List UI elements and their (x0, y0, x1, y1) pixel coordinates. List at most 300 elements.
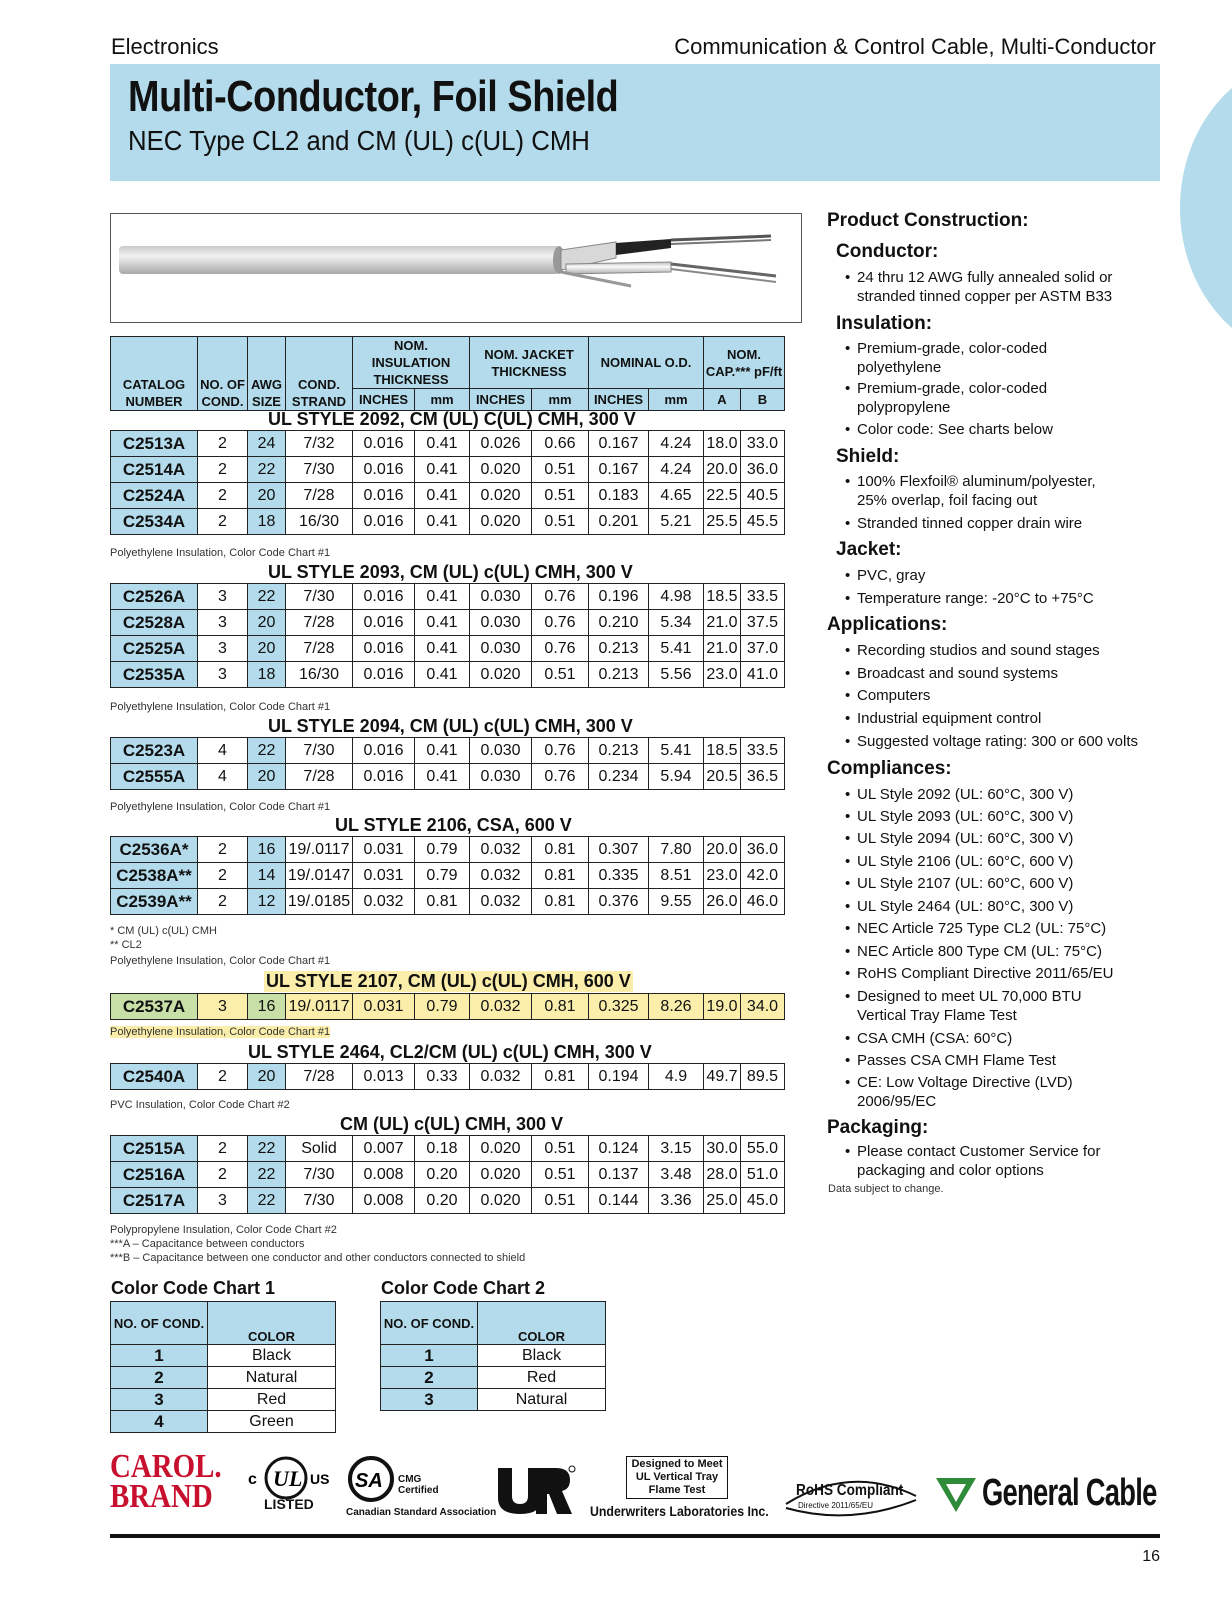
cc2-color: Black (478, 1345, 606, 1367)
section-title: CM (UL) c(UL) CMH, 300 V (340, 1114, 564, 1134)
table-row (111, 483, 785, 509)
catalog-number: C2538A** (111, 863, 198, 889)
bullet-icon: • (845, 988, 851, 1005)
ul-vt-line2: UL Vertical Tray (635, 1471, 719, 1483)
cc1-color: Green (208, 1411, 336, 1433)
cc1-header-color: COLOR (208, 1302, 336, 1345)
od-mm: 3.48 (649, 1162, 704, 1188)
ins-mm: 0.41 (415, 483, 470, 509)
ins-mm: 0.79 (415, 994, 470, 1020)
table-row (381, 1345, 606, 1367)
bullet-icon: • (845, 380, 851, 397)
cap-a: 25.0 (704, 1188, 741, 1214)
jacket-item (845, 589, 1157, 608)
jacket-inches: 0.020 (470, 457, 532, 483)
jacket-item-text: PVC, gray (857, 567, 926, 584)
od-inches: 0.234 (589, 764, 649, 790)
compliance-item (845, 919, 1127, 938)
application-item (845, 709, 1177, 728)
bullet-icon: • (845, 853, 851, 870)
header-strand: COND. STRAND (286, 337, 353, 411)
bullet-icon: • (845, 269, 851, 286)
od-mm: 9.55 (649, 889, 704, 915)
header-ins-mm: mm (415, 389, 470, 411)
cap-b: 33.5 (741, 738, 785, 764)
section-title: UL STYLE 2092, CM (UL) C(UL) CMH, 300 V (268, 409, 636, 429)
color-chart-1-title: Color Code Chart 1 (111, 1278, 276, 1298)
header-ins-inches: INCHES (353, 389, 415, 411)
od-inches: 0.210 (589, 610, 649, 636)
cap-a: 26.0 (704, 889, 741, 915)
no-of-cond: 3 (198, 994, 248, 1020)
application-item-text: Broadcast and sound systems (857, 665, 1058, 682)
od-inches: 0.124 (589, 1136, 649, 1162)
table-row (111, 863, 785, 889)
ins-mm: 0.20 (415, 1188, 470, 1214)
od-mm: 4.9 (649, 1064, 704, 1090)
cap-a: 18.5 (704, 738, 741, 764)
no-of-cond: 4 (198, 764, 248, 790)
ins-mm: 0.41 (415, 584, 470, 610)
bullet-icon: • (845, 733, 851, 750)
jacket-inches: 0.032 (470, 1064, 532, 1090)
ins-inches: 0.016 (353, 483, 415, 509)
cap-b: 33.0 (741, 431, 785, 457)
bullet-icon: • (845, 830, 851, 847)
cc1-color: Natural (208, 1367, 336, 1389)
cc1-color: Red (208, 1389, 336, 1411)
catalog-number: C2525A (111, 636, 198, 662)
jacket-mm: 0.81 (532, 994, 589, 1020)
table-row (111, 509, 785, 535)
catalog-number: C2528A (111, 610, 198, 636)
packaging-heading: Packaging: (827, 1117, 929, 1138)
rohs-text: RoHS Compliant (796, 1482, 904, 1499)
page-subtitle: NEC Type CL2 and CM (UL) c(UL) CMH (128, 125, 590, 156)
cc2-cond: 3 (381, 1389, 478, 1411)
cc2-header-cond: NO. OF COND. (381, 1302, 478, 1345)
table-row (111, 994, 785, 1020)
header-catalog: CATALOG NUMBER (111, 337, 198, 411)
footer-rule (110, 1534, 1160, 1538)
catalog-number: C2517A (111, 1188, 198, 1214)
cap-b: 51.0 (741, 1162, 785, 1188)
header-jk-inches: INCHES (470, 389, 532, 411)
bullet-icon: • (845, 965, 851, 982)
header-od-inches: INCHES (589, 389, 649, 411)
cap-a: 23.0 (704, 662, 741, 688)
data-note: Data subject to change. (828, 1183, 944, 1195)
bullet-icon: • (845, 1143, 851, 1160)
od-mm: 5.41 (649, 636, 704, 662)
ins-inches: 0.013 (353, 1064, 415, 1090)
jacket-inches: 0.020 (470, 483, 532, 509)
bullet-icon: • (845, 710, 851, 727)
cond-strand: Solid (286, 1136, 353, 1162)
cond-strand: 19/.0117 (286, 994, 353, 1020)
cap-a: 21.0 (704, 636, 741, 662)
spec-table (110, 1063, 785, 1090)
compliance-item (845, 1051, 1127, 1070)
table-row (111, 1367, 336, 1389)
compliance-item-text: NEC Article 800 Type CM (UL: 75°C) (857, 943, 1102, 960)
od-inches: 0.325 (589, 994, 649, 1020)
jacket-mm: 0.81 (532, 889, 589, 915)
cap-a: 20.5 (704, 764, 741, 790)
od-mm: 5.56 (649, 662, 704, 688)
application-item (845, 664, 1177, 683)
compliances-heading: Compliances: (827, 758, 952, 779)
od-inches: 0.167 (589, 457, 649, 483)
jacket-inches: 0.020 (470, 662, 532, 688)
bullet-icon: • (845, 590, 851, 607)
section-title: UL STYLE 2093, CM (UL) c(UL) CMH, 300 V (268, 562, 633, 582)
table-row (111, 1345, 336, 1367)
catalog-number: C2555A (111, 764, 198, 790)
insulation-item-text: Color code: See charts below (857, 421, 1053, 438)
section-note: Polyethylene Insulation, Color Code Chart #1 (110, 547, 331, 559)
cap-a: 18.5 (704, 584, 741, 610)
compliance-item-text: RoHS Compliant Directive 2011/65/EU (857, 965, 1114, 982)
table-row (111, 889, 785, 915)
ins-inches: 0.016 (353, 584, 415, 610)
cap-b: 55.0 (741, 1136, 785, 1162)
jacket-mm: 0.51 (532, 1188, 589, 1214)
no-of-cond: 3 (198, 584, 248, 610)
spec-table (110, 737, 785, 790)
applications-heading: Applications: (827, 614, 948, 635)
awg-size: 22 (248, 1162, 286, 1188)
cap-a: 20.0 (704, 837, 741, 863)
ins-mm: 0.18 (415, 1136, 470, 1162)
bullet-icon: • (845, 473, 851, 490)
header-insulation: NOM. INSULATION THICKNESS (353, 337, 470, 389)
table-row (111, 431, 785, 457)
awg-size: 22 (248, 738, 286, 764)
ins-inches: 0.031 (353, 863, 415, 889)
od-inches: 0.183 (589, 483, 649, 509)
table-row (111, 457, 785, 483)
od-mm: 8.26 (649, 994, 704, 1020)
compliance-item-text: UL Style 2093 (UL: 60°C, 300 V) (857, 808, 1074, 825)
jacket-mm: 0.51 (532, 662, 589, 688)
od-mm: 7.80 (649, 837, 704, 863)
ins-inches: 0.016 (353, 662, 415, 688)
ul-vertical-tray-badge (626, 1456, 728, 1499)
table-row (111, 610, 785, 636)
table-row (111, 764, 785, 790)
cap-b: 45.0 (741, 1188, 785, 1214)
od-inches: 0.213 (589, 636, 649, 662)
bullet-icon: • (845, 875, 851, 892)
catalog-number: C2537A (111, 994, 198, 1020)
awg-size: 14 (248, 863, 286, 889)
awg-size: 22 (248, 1188, 286, 1214)
awg-size: 18 (248, 662, 286, 688)
od-mm: 3.15 (649, 1136, 704, 1162)
table-row (111, 662, 785, 688)
jacket-mm: 0.51 (532, 1136, 589, 1162)
shield-heading: Shield: (836, 446, 900, 467)
cap-b: 33.5 (741, 584, 785, 610)
application-item (845, 686, 1177, 705)
jacket-mm: 0.76 (532, 764, 589, 790)
application-item-text: Recording studios and sound stages (857, 642, 1100, 659)
cond-strand: 19/.0117 (286, 837, 353, 863)
section-note: Polypropylene Insulation, Color Code Chart #2 (110, 1224, 337, 1236)
csa-logo (346, 1454, 497, 1518)
svg-text:US: US (310, 1471, 330, 1487)
application-item (845, 641, 1177, 660)
compliance-item-text: NEC Article 725 Type CL2 (UL: 75°C) (857, 920, 1107, 937)
jacket-item (845, 566, 1157, 585)
catalog-number: C2536A* (111, 837, 198, 863)
decorative-circle (1180, 58, 1232, 358)
cc2-color: Natural (478, 1389, 606, 1411)
section-title: UL STYLE 2464, CL2/CM (UL) c(UL) CMH, 300 V (248, 1042, 652, 1062)
catalog-number: C2516A (111, 1162, 198, 1188)
section-note: PVC Insulation, Color Code Chart #2 (110, 1099, 290, 1111)
ins-inches: 0.016 (353, 610, 415, 636)
jacket-inches: 0.020 (470, 509, 532, 535)
no-of-cond: 2 (198, 483, 248, 509)
od-mm: 4.98 (649, 584, 704, 610)
spec-table (110, 583, 785, 688)
section-note: Polyethylene Insulation, Color Code Chart #1 (110, 701, 331, 713)
bullet-icon: • (845, 340, 851, 357)
catalog-number: C2539A** (111, 889, 198, 915)
compliance-item-text: UL Style 2107 (UL: 60°C, 600 V) (857, 875, 1074, 892)
cond-strand: 7/28 (286, 764, 353, 790)
cap-a: 49.7 (704, 1064, 741, 1090)
jacket-mm: 0.51 (532, 457, 589, 483)
od-mm: 8.51 (649, 863, 704, 889)
od-mm: 5.94 (649, 764, 704, 790)
compliance-item (845, 897, 1127, 916)
cc2-color: Red (478, 1367, 606, 1389)
awg-size: 22 (248, 584, 286, 610)
bullet-icon: • (845, 642, 851, 659)
general-cable-text: General Cable (982, 1472, 1157, 1514)
table-row (111, 1064, 785, 1090)
catalog-number: C2513A (111, 431, 198, 457)
od-inches: 0.196 (589, 584, 649, 610)
no-of-cond: 3 (198, 662, 248, 688)
footnote-cap-a: ***A – Capacitance between conductors (110, 1238, 305, 1250)
shield-item (845, 472, 1127, 510)
cond-strand: 7/28 (286, 1064, 353, 1090)
jacket-mm: 0.51 (532, 509, 589, 535)
bullet-icon: • (845, 515, 851, 532)
header-jacket: NOM. JACKET THICKNESS (470, 337, 589, 389)
cap-a: 30.0 (704, 1136, 741, 1162)
spec-table (110, 993, 785, 1020)
cap-b: 36.0 (741, 457, 785, 483)
table-row (111, 1411, 336, 1433)
cap-b: 89.5 (741, 1064, 785, 1090)
ins-mm: 0.41 (415, 610, 470, 636)
ins-inches: 0.032 (353, 889, 415, 915)
awg-size: 20 (248, 610, 286, 636)
cap-b: 37.5 (741, 610, 785, 636)
svg-text:UL: UL (273, 1466, 303, 1491)
jacket-mm: 0.76 (532, 610, 589, 636)
header-jk-mm: mm (532, 389, 589, 411)
cond-strand: 7/28 (286, 483, 353, 509)
color-chart-1 (110, 1301, 336, 1433)
compliance-item (845, 1029, 1127, 1048)
cond-strand: 16/30 (286, 662, 353, 688)
bullet-icon: • (845, 1030, 851, 1047)
no-of-cond: 2 (198, 1064, 248, 1090)
ins-inches: 0.031 (353, 837, 415, 863)
application-item (845, 732, 1177, 751)
od-mm: 4.24 (649, 457, 704, 483)
cap-b: 41.0 (741, 662, 785, 688)
jacket-inches: 0.030 (470, 584, 532, 610)
spec-table (110, 1135, 785, 1214)
ul-listed-logo (248, 1452, 338, 1523)
catalog-number: C2514A (111, 457, 198, 483)
ins-inches: 0.016 (353, 509, 415, 535)
jacket-mm: 0.81 (532, 1064, 589, 1090)
cond-strand: 7/28 (286, 636, 353, 662)
bullet-icon: • (845, 898, 851, 915)
compliance-item (845, 987, 1127, 1025)
ins-mm: 0.41 (415, 636, 470, 662)
bullet-icon: • (845, 808, 851, 825)
bullet-icon: • (845, 567, 851, 584)
svg-text:c: c (248, 1471, 257, 1488)
shield-item-text: 100% Flexfoil® aluminum/polyester, 25% overlap, foil facing out (857, 473, 1096, 509)
conductor-item (845, 268, 1147, 306)
od-mm: 5.34 (649, 610, 704, 636)
od-inches: 0.307 (589, 837, 649, 863)
awg-size: 20 (248, 1064, 286, 1090)
conductor-heading: Conductor: (836, 241, 939, 262)
compliance-item (845, 942, 1127, 961)
ins-mm: 0.41 (415, 662, 470, 688)
cap-b: 42.0 (741, 863, 785, 889)
cond-strand: 7/30 (286, 738, 353, 764)
awg-size: 20 (248, 483, 286, 509)
color-chart-2-title: Color Code Chart 2 (381, 1278, 546, 1298)
compliance-item (845, 874, 1127, 893)
jacket-inches: 0.030 (470, 738, 532, 764)
cc1-header-cond: NO. OF COND. (111, 1302, 208, 1345)
table-row (111, 1162, 785, 1188)
jacket-heading: Jacket: (836, 539, 902, 560)
catalog-number: C2524A (111, 483, 198, 509)
ins-inches: 0.031 (353, 994, 415, 1020)
compliance-item-text: CSA CMH (CSA: 60°C) (857, 1030, 1013, 1047)
section-note: Polyethylene Insulation, Color Code Chart #1 (110, 955, 331, 967)
general-cable-logo (934, 1472, 1157, 1521)
compliance-item (845, 1073, 1127, 1111)
jacket-inches: 0.032 (470, 994, 532, 1020)
jacket-mm: 0.51 (532, 483, 589, 509)
ins-mm: 0.41 (415, 457, 470, 483)
jacket-inches: 0.020 (470, 1136, 532, 1162)
cond-strand: 19/.0147 (286, 863, 353, 889)
ins-inches: 0.016 (353, 738, 415, 764)
awg-size: 22 (248, 1136, 286, 1162)
header-awg: AWG SIZE (248, 337, 286, 411)
cc1-cond: 3 (111, 1389, 208, 1411)
awg-size: 16 (248, 837, 286, 863)
cond-strand: 7/30 (286, 1188, 353, 1214)
header-section: Communication & Control Cable, Multi-Conductor (674, 34, 1156, 59)
table-row (111, 837, 785, 863)
catalog-number: C2526A (111, 584, 198, 610)
table-row (381, 1367, 606, 1389)
cap-b: 46.0 (741, 889, 785, 915)
ins-mm: 0.20 (415, 1162, 470, 1188)
jacket-inches: 0.032 (470, 837, 532, 863)
bullet-icon: • (845, 1052, 851, 1069)
application-item-text: Computers (857, 687, 931, 704)
od-inches: 0.213 (589, 662, 649, 688)
header-no-cond: NO. OF COND. (198, 337, 248, 411)
no-of-cond: 2 (198, 863, 248, 889)
header-cap-b: B (741, 389, 785, 411)
insulation-item (845, 379, 1117, 417)
bullet-icon: • (845, 1074, 851, 1091)
cond-strand: 7/32 (286, 431, 353, 457)
cap-b: 36.5 (741, 764, 785, 790)
color-chart-2 (380, 1301, 606, 1411)
no-of-cond: 2 (198, 837, 248, 863)
footnote-cm: * CM (UL) c(UL) CMH (110, 925, 217, 937)
cond-strand: 19/.0185 (286, 889, 353, 915)
cap-a: 19.0 (704, 994, 741, 1020)
cond-strand: 7/30 (286, 584, 353, 610)
cc2-cond: 1 (381, 1345, 478, 1367)
packaging-item (845, 1142, 1147, 1180)
no-of-cond: 2 (198, 509, 248, 535)
awg-size: 18 (248, 509, 286, 535)
catalog-number: C2535A (111, 662, 198, 688)
cond-strand: 7/30 (286, 1162, 353, 1188)
awg-size: 20 (248, 764, 286, 790)
ins-inches: 0.007 (353, 1136, 415, 1162)
ins-inches: 0.016 (353, 431, 415, 457)
no-of-cond: 4 (198, 738, 248, 764)
compliance-item (845, 852, 1127, 871)
section-title: UL STYLE 2094, CM (UL) c(UL) CMH, 300 V (268, 716, 633, 736)
ins-mm: 0.41 (415, 431, 470, 457)
no-of-cond: 2 (198, 889, 248, 915)
ins-mm: 0.81 (415, 889, 470, 915)
no-of-cond: 3 (198, 1188, 248, 1214)
jacket-mm: 0.66 (532, 431, 589, 457)
od-inches: 0.137 (589, 1162, 649, 1188)
insulation-item-text: Premium-grade, color-coded polypropylene (857, 380, 1048, 416)
ul-listed-text: LISTED (264, 1496, 314, 1512)
cc2-header-color: COLOR (478, 1302, 606, 1345)
jacket-inches: 0.030 (470, 764, 532, 790)
shield-item-text: Stranded tinned copper drain wire (857, 515, 1083, 532)
ul-vt-line1: Designed to Meet (631, 1458, 723, 1470)
insulation-item (845, 420, 1117, 439)
ins-mm: 0.41 (415, 764, 470, 790)
insulation-heading: Insulation: (836, 313, 933, 334)
cond-strand: 7/28 (286, 610, 353, 636)
carol-brand-logo (110, 1448, 222, 1515)
od-inches: 0.167 (589, 431, 649, 457)
ins-mm: 0.41 (415, 738, 470, 764)
cap-a: 21.0 (704, 610, 741, 636)
